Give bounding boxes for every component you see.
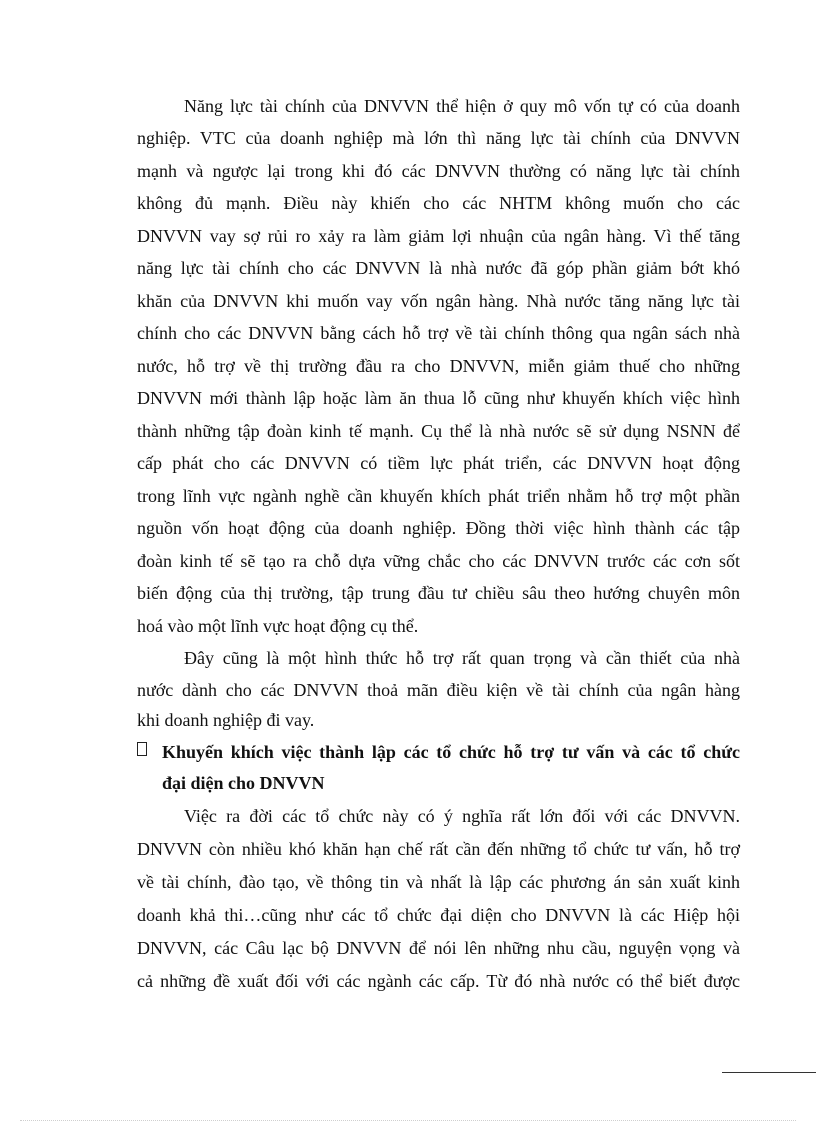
paragraph-line: không đủ mạnh. Điều này khiến cho các NHTM không muốn cho các <box>137 193 740 213</box>
paragraph-line: chính cho các DNVVN bằng cách hỗ trợ về tài chính thông qua ngân sách nhà <box>137 323 740 343</box>
paragraph-line: nước dành cho các DNVVN thoả mãn điều kiện về tài chính của ngân hàng <box>137 680 740 700</box>
footnote-separator <box>722 1072 816 1073</box>
paragraph-line: nước, hỗ trợ về thị trường đầu ra cho DNVVN, miễn giảm thuế cho những <box>137 356 740 376</box>
paragraph-line: DNVVN mới thành lập hoặc làm ăn thua lỗ cũng như khuyến khích việc hình <box>137 388 740 408</box>
paragraph-line: Việc ra đời các tổ chức này có ý nghĩa rất lớn đối với các DNVVN. <box>184 806 740 826</box>
paragraph-line: thành những tập đoàn kinh tế mạnh. Cụ thể là nhà nước sẽ sử dụng NSNN để <box>137 421 740 441</box>
paragraph-line: DNVVN vay sợ rủi ro xảy ra làm giảm lợi nhuận của ngân hàng. Vì thế tăng <box>137 226 740 246</box>
paragraph-line: mạnh và ngược lại trong khi đó các DNVVN thường có năng lực tài chính <box>137 161 740 181</box>
heading-line: đại diện cho DNVVN <box>162 773 325 793</box>
checkbox-bullet-icon <box>137 742 147 756</box>
paragraph-line: năng lực tài chính cho các DNVVN là nhà nước đã góp phần giảm bớt khó <box>137 258 740 278</box>
paragraph-line: doanh khả thi…cũng như các tổ chức đại diện cho DNVVN là các Hiệp hội <box>137 905 740 925</box>
paragraph-line: về tài chính, đào tạo, về thông tin và nhất là lập các phương án sản xuất kinh <box>137 872 740 892</box>
paragraph-line: DNVVN còn nhiều khó khăn hạn chế rất cần đến những tổ chức tư vấn, hỗ trợ <box>137 839 740 859</box>
paragraph-line: cả những đề xuất đối với các ngành các cấp. Từ đó nhà nước có thể biết được <box>137 971 740 991</box>
paragraph-line: Đây cũng là một hình thức hỗ trợ rất quan trọng và cần thiết của nhà <box>184 648 740 668</box>
paragraph-line: nguồn vốn hoạt động của doanh nghiệp. Đồng thời việc hình thành các tập <box>137 518 740 538</box>
paragraph-line: hoá vào một lĩnh vực hoạt động cụ thể. <box>137 616 419 636</box>
paragraph-line: biến động của thị trường, tập trung đầu tư chiều sâu theo hướng chuyên môn <box>137 583 740 603</box>
paragraph-line: nghiệp. VTC của doanh nghiệp mà lớn thì năng lực tài chính của DNVVN <box>137 128 740 148</box>
paragraph-line: đoàn kinh tế sẽ tạo ra chỗ dựa vững chắc cho các DNVVN trước các cơn sốt <box>137 551 740 571</box>
page-bottom-border <box>20 1120 796 1121</box>
paragraph-line: khăn của DNVVN khi muốn vay vốn ngân hàng. Nhà nước tăng năng lực tài <box>137 291 740 311</box>
paragraph-line: trong lĩnh vực ngành nghề cần khuyến khích phát triển nhằm hỗ trợ một phần <box>137 486 740 506</box>
heading-line: Khuyến khích việc thành lập các tổ chức hỗ trợ tư vấn và các tổ chức <box>162 742 740 762</box>
paragraph-line: DNVVN, các Câu lạc bộ DNVVN để nói lên những nhu cầu, nguyện vọng và <box>137 938 740 958</box>
paragraph-line: khi doanh nghiệp đi vay. <box>137 710 315 730</box>
paragraph-line: cấp phát cho các DNVVN có tiềm lực phát triển, các DNVVN hoạt động <box>137 453 740 473</box>
paragraph-line: Năng lực tài chính của DNVVN thể hiện ở quy mô vốn tự có của doanh <box>184 96 740 116</box>
